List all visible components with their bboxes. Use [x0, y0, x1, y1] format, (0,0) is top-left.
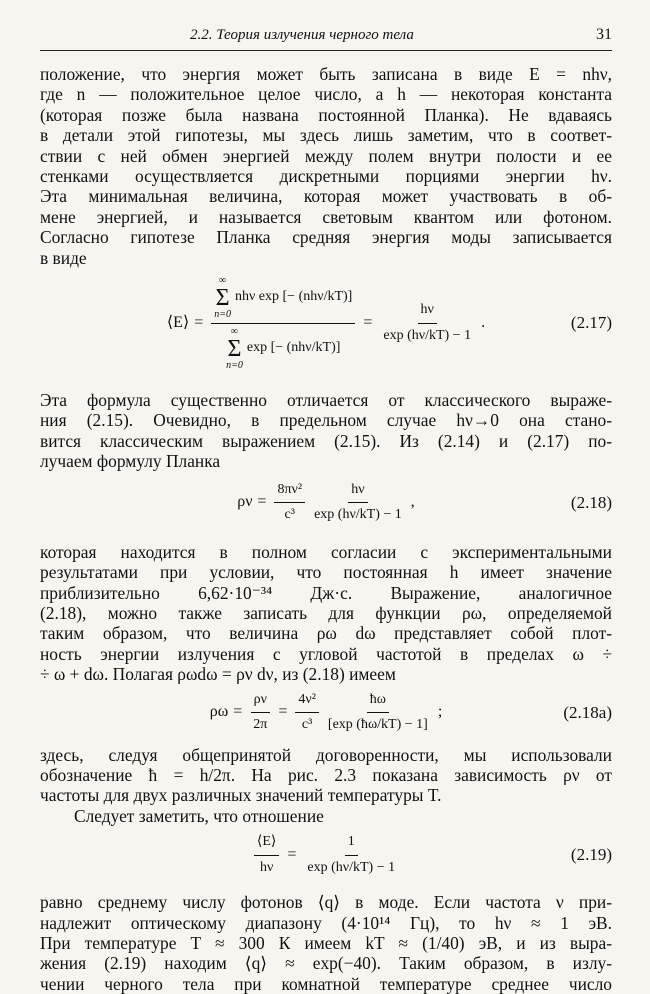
- paragraph: которая находится в полном согласии с экспериментальными результатами при условии, что постоянная h имеет значение приблизительно 6,62·10⁻³⁴ Дж·с. Выражение, аналогичное (2.18), можно также записать для функции ρω, определяемой таким образом, что величина ρω dω представляет собой плот- ность энергии излучения с угловой частотой в пределах ω ÷: [40, 541, 612, 664]
- paragraph: Эта формула существенно отличается от классического выраже- ния (2.15). Очевидно, в предельном случае hν→0 она стано- вится классическим выражением (2.15). Из (2.14) и (2.17) по-: [40, 390, 612, 451]
- equation-number: (2.19): [570, 844, 612, 864]
- eq-lhs: ⟨E⟩: [166, 313, 190, 331]
- eq-main-fraction: ∞ Σ n=0 nhν exp [− (nhν/kT)] ∞ Σ n=0 exp [− (nhν/kT)]: [211, 275, 355, 372]
- paragraph: ÷ ω + dω. Полагая ρωdω = ρν dν, из (2.18) имеем: [40, 664, 396, 685]
- running-head: 2.2. Теория излучения черного тела: [190, 27, 414, 43]
- equation-number: (2.18a): [563, 702, 612, 722]
- paragraph: положение, что энергия может быть записана в виде E = nhν, где n — положительное целое число, а h — некоторая константа (которая позже была названа постоянной Планка). Не вдаваясь в детали этой гипотезы, мы здесь лишь заметим, что в соответ- ствии с ней обмен энергией между полем внутри полости и ее стенками осуществляется дискретными порциями энергии hν. Эта минимальная величина, которая может участвовать в об- мене энергией, и называется световым квантом или фотоном. Согласно гипотезе Планка средняя энергия моды записывается: [40, 64, 612, 248]
- paragraph: частоты для двух различных значений температуры T.: [40, 785, 442, 806]
- page-header: [40, 24, 612, 51]
- equation-2-18a: ρω = $\frac{\rho\nu}{2\pi}$ = $\frac{\text{4ν²}}{\text{c³}}$ $\frac{ħ\omega}{[\exp (ħ\omega/kT) - 1]}$ ; (2.18a): [209, 691, 612, 733]
- paragraph: Следует заметить, что отношение: [74, 805, 324, 826]
- paragraph: здесь, следуя общепринятой договоренности, мы использовали обозначение ħ = h/2π. На рис. 2.3 показана зависимость ρν от: [40, 744, 612, 785]
- equation-2-17: ⟨E⟩ = ∞ Σ n=0 nhν exp [− (nhν/kT)] ∞ Σ n=0 exp [− (nhν/kT)] = $\frac{h\nu}{\exp (h\nu/kT) - 1}$ . (2.17): [166, 274, 612, 371]
- paragraph: лучаем формулу Планка: [40, 451, 221, 472]
- equation-number: (2.18): [570, 492, 612, 512]
- equation-2-18: ρν = $\frac{\text{8πν²}}{\text{c³}}$ $\frac{h\nu}{\exp (h\nu/kT) - 1}$ , (2.18): [237, 481, 612, 523]
- page-number: 31: [596, 26, 612, 43]
- equation-2-19: $\frac{⟨E⟩}{h\nu}$ = $\frac{1}{\exp (h\nu/kT) - 1}$ (2.19): [40, 826, 612, 884]
- equation-number: (2.17): [570, 312, 612, 332]
- page-body: [40, 64, 612, 994]
- paragraph: равно среднему числу фотонов ⟨q⟩ в моде. Если частота ν при- надлежит оптическому диапазону (4·10¹⁴ Гц), то hν ≈ 1 эВ. При температуре T ≈ 300 К имеем kT ≈ (1/40) эВ, и из выра- жения (2.19) находим ⟨q⟩ ≈ exp(−40). Таким образом, в излу- чении черного тела при комнатной температуре среднее число: [40, 892, 612, 994]
- paragraph: в виде: [40, 247, 87, 268]
